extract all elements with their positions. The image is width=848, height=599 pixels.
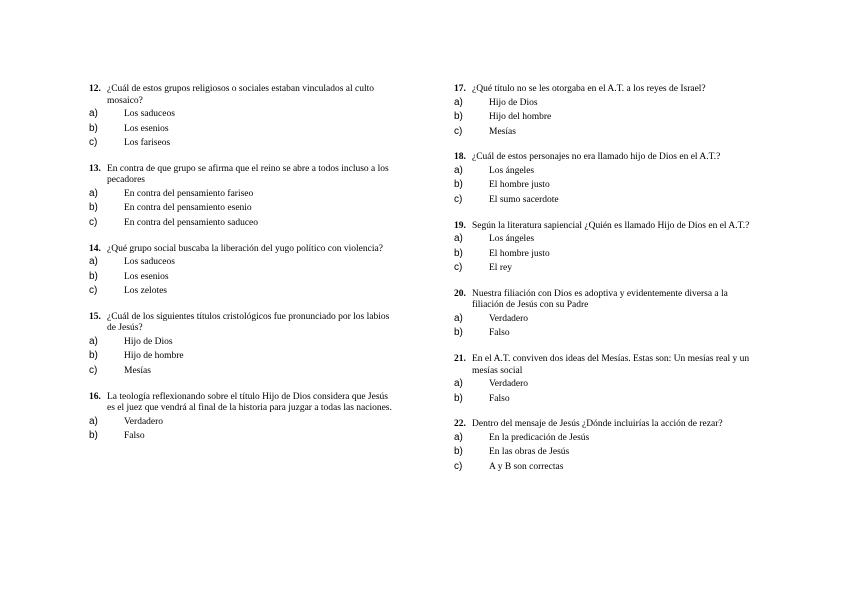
option-letter: a) [89,256,98,268]
option-letter: b) [89,430,98,442]
question-number: 13. [89,163,101,174]
option-letter: b) [454,179,463,191]
option-text: Los ángeles [489,165,535,176]
answer-option[interactable] [89,255,394,270]
option-letter: c) [89,216,98,228]
question-number: 22. [454,419,466,430]
option-text: Hijo de hombre [124,351,184,362]
option-text: Los esenios [124,123,169,134]
option-text: El hombre justo [489,180,550,191]
answer-option[interactable] [89,349,394,364]
question-14 [89,244,394,299]
option-text: A y B son correctas [489,461,564,472]
question-text: Según la literatura sapiencial ¿Quién es llamado Hijo de Dios en el A.T.? [472,220,750,231]
option-letter: c) [454,125,463,137]
option-letter: b) [454,111,463,123]
question-text: En el A.T. conviven dos ideas del Mesías. Estas son: Un mesías real y un mesías social [472,354,750,376]
option-letter: b) [454,247,463,259]
option-text: Falso [489,393,510,404]
option-letter: b) [89,350,98,362]
answer-option[interactable] [89,429,394,444]
answer-option[interactable] [89,107,394,122]
option-text: Verdadero [489,379,529,390]
question-number: 20. [454,288,466,299]
option-text: En la predicación de Jesús [489,432,590,443]
question-20 [454,289,759,341]
option-text: El sumo sacerdote [489,194,559,205]
question-21 [454,354,759,406]
question-number: 14. [89,243,101,254]
answer-option[interactable] [454,125,759,140]
answer-option[interactable] [454,96,759,111]
answer-option[interactable] [454,178,759,193]
option-letter: a) [454,96,463,108]
answer-option[interactable] [454,247,759,262]
question-16 [89,392,394,444]
option-text: En contra del pensamiento esenio [124,203,252,214]
option-letter: c) [89,137,98,149]
option-text: En contra del pensamiento fariseo [124,188,254,199]
option-letter: a) [454,431,463,443]
option-letter: a) [454,312,463,324]
option-letter: c) [454,460,463,472]
question-number: 18. [454,152,466,163]
answer-option[interactable] [454,110,759,125]
answer-option[interactable] [454,445,759,460]
option-letter: b) [89,270,98,282]
question-text: ¿Qué grupo social buscaba la liberación del yugo político con violencia? [107,243,383,254]
question-number: 17. [454,84,466,94]
question-13 [89,164,394,231]
option-letter: c) [454,262,463,274]
question-text: ¿Qué título no se les otorgaba en el A.T. a los reyes de Israel? [472,84,706,94]
option-letter: a) [454,378,463,390]
question-text: ¿Cuál de estos grupos religiosos o sociales estaban vinculados al culto mosaico? [107,84,374,106]
option-letter: b) [89,122,98,134]
answer-option[interactable] [89,415,394,430]
option-text: El rey [489,263,512,274]
question-18 [454,152,759,207]
option-text: Mesías [489,126,516,137]
answer-option[interactable] [454,232,759,247]
answer-option[interactable] [89,201,394,216]
option-letter: a) [89,187,98,199]
question-19 [454,221,759,276]
option-text: Mesías [124,366,151,377]
question-number: 19. [454,220,466,231]
option-text: Los esenios [124,271,169,282]
question-text: La teología reflexionando sobre el título Hijo de Dios considera que Jesús es el juez que vendrá al final de la historia para juzgar a todas las naciones. [107,391,392,414]
question-22 [454,419,759,474]
answer-option[interactable] [454,392,759,407]
option-text: Falso [124,431,145,442]
option-letter: c) [454,193,463,205]
question-text: Nuestra filiación con Dios es adoptiva y evidentemente diversa a la filiación de Jesús con su Padre [472,288,728,311]
option-text: El hombre justo [489,248,550,259]
option-text: Hijo del hombre [489,112,552,123]
question-text: Dentro del mensaje de Jesús ¿Dónde incluirías la acción de rezar? [472,419,723,430]
option-text: Verdadero [489,313,529,324]
answer-option[interactable] [89,216,394,231]
option-text: Hijo de Dios [489,97,538,108]
question-text: En contra de que grupo se afirma que el reino se abre a todos incluso a los pecadores [107,163,389,186]
answer-option[interactable] [89,187,394,202]
option-text: Falso [489,328,510,339]
option-letter: a) [89,415,98,427]
question-15 [89,312,394,379]
option-letter: c) [89,285,98,297]
answer-option[interactable] [454,431,759,446]
option-letter: a) [454,233,463,245]
option-letter: a) [89,335,98,347]
answer-option[interactable] [454,326,759,341]
option-letter: b) [454,327,463,339]
option-letter: a) [89,108,98,119]
option-text: Hijo de Dios [124,336,173,347]
option-letter: b) [454,392,463,404]
answer-option[interactable] [89,364,394,379]
option-letter: c) [89,365,98,377]
question-number: 16. [89,391,101,402]
answer-option[interactable] [454,261,759,276]
option-text: Verdadero [124,416,164,427]
answer-option[interactable] [454,377,759,392]
left-question-column [89,84,394,457]
answer-option[interactable] [89,136,394,151]
answer-option[interactable] [454,193,759,208]
answer-option[interactable] [454,460,759,475]
option-text: Los zelotes [124,286,168,297]
answer-option[interactable] [89,122,394,137]
question-17 [454,84,759,139]
answer-option[interactable] [454,164,759,179]
question-number: 15. [89,311,101,322]
option-text: Los saduceos [124,109,175,119]
option-text: Los ángeles [489,234,535,245]
right-question-column [454,84,759,488]
question-12 [89,84,394,151]
option-text: Los saduceos [124,257,175,268]
answer-option[interactable] [454,312,759,327]
answer-option[interactable] [89,335,394,350]
option-letter: b) [454,446,463,458]
option-text: Los fariseos [124,138,171,149]
option-letter: a) [454,164,463,176]
answer-option[interactable] [89,270,394,285]
question-text: ¿Cuál de estos personajes no era llamado hijo de Dios en el A.T.? [472,152,721,163]
option-letter: b) [89,202,98,214]
answer-option[interactable] [89,284,394,299]
question-number: 21. [454,354,466,365]
question-number: 12. [89,84,101,94]
option-text: En contra del pensamiento saduceo [124,217,259,228]
question-text: ¿Cuál de los siguientes títulos cristológicos fue pronunciado por los labios de Jesús? [107,311,390,334]
option-text: En las obras de Jesús [489,447,570,458]
